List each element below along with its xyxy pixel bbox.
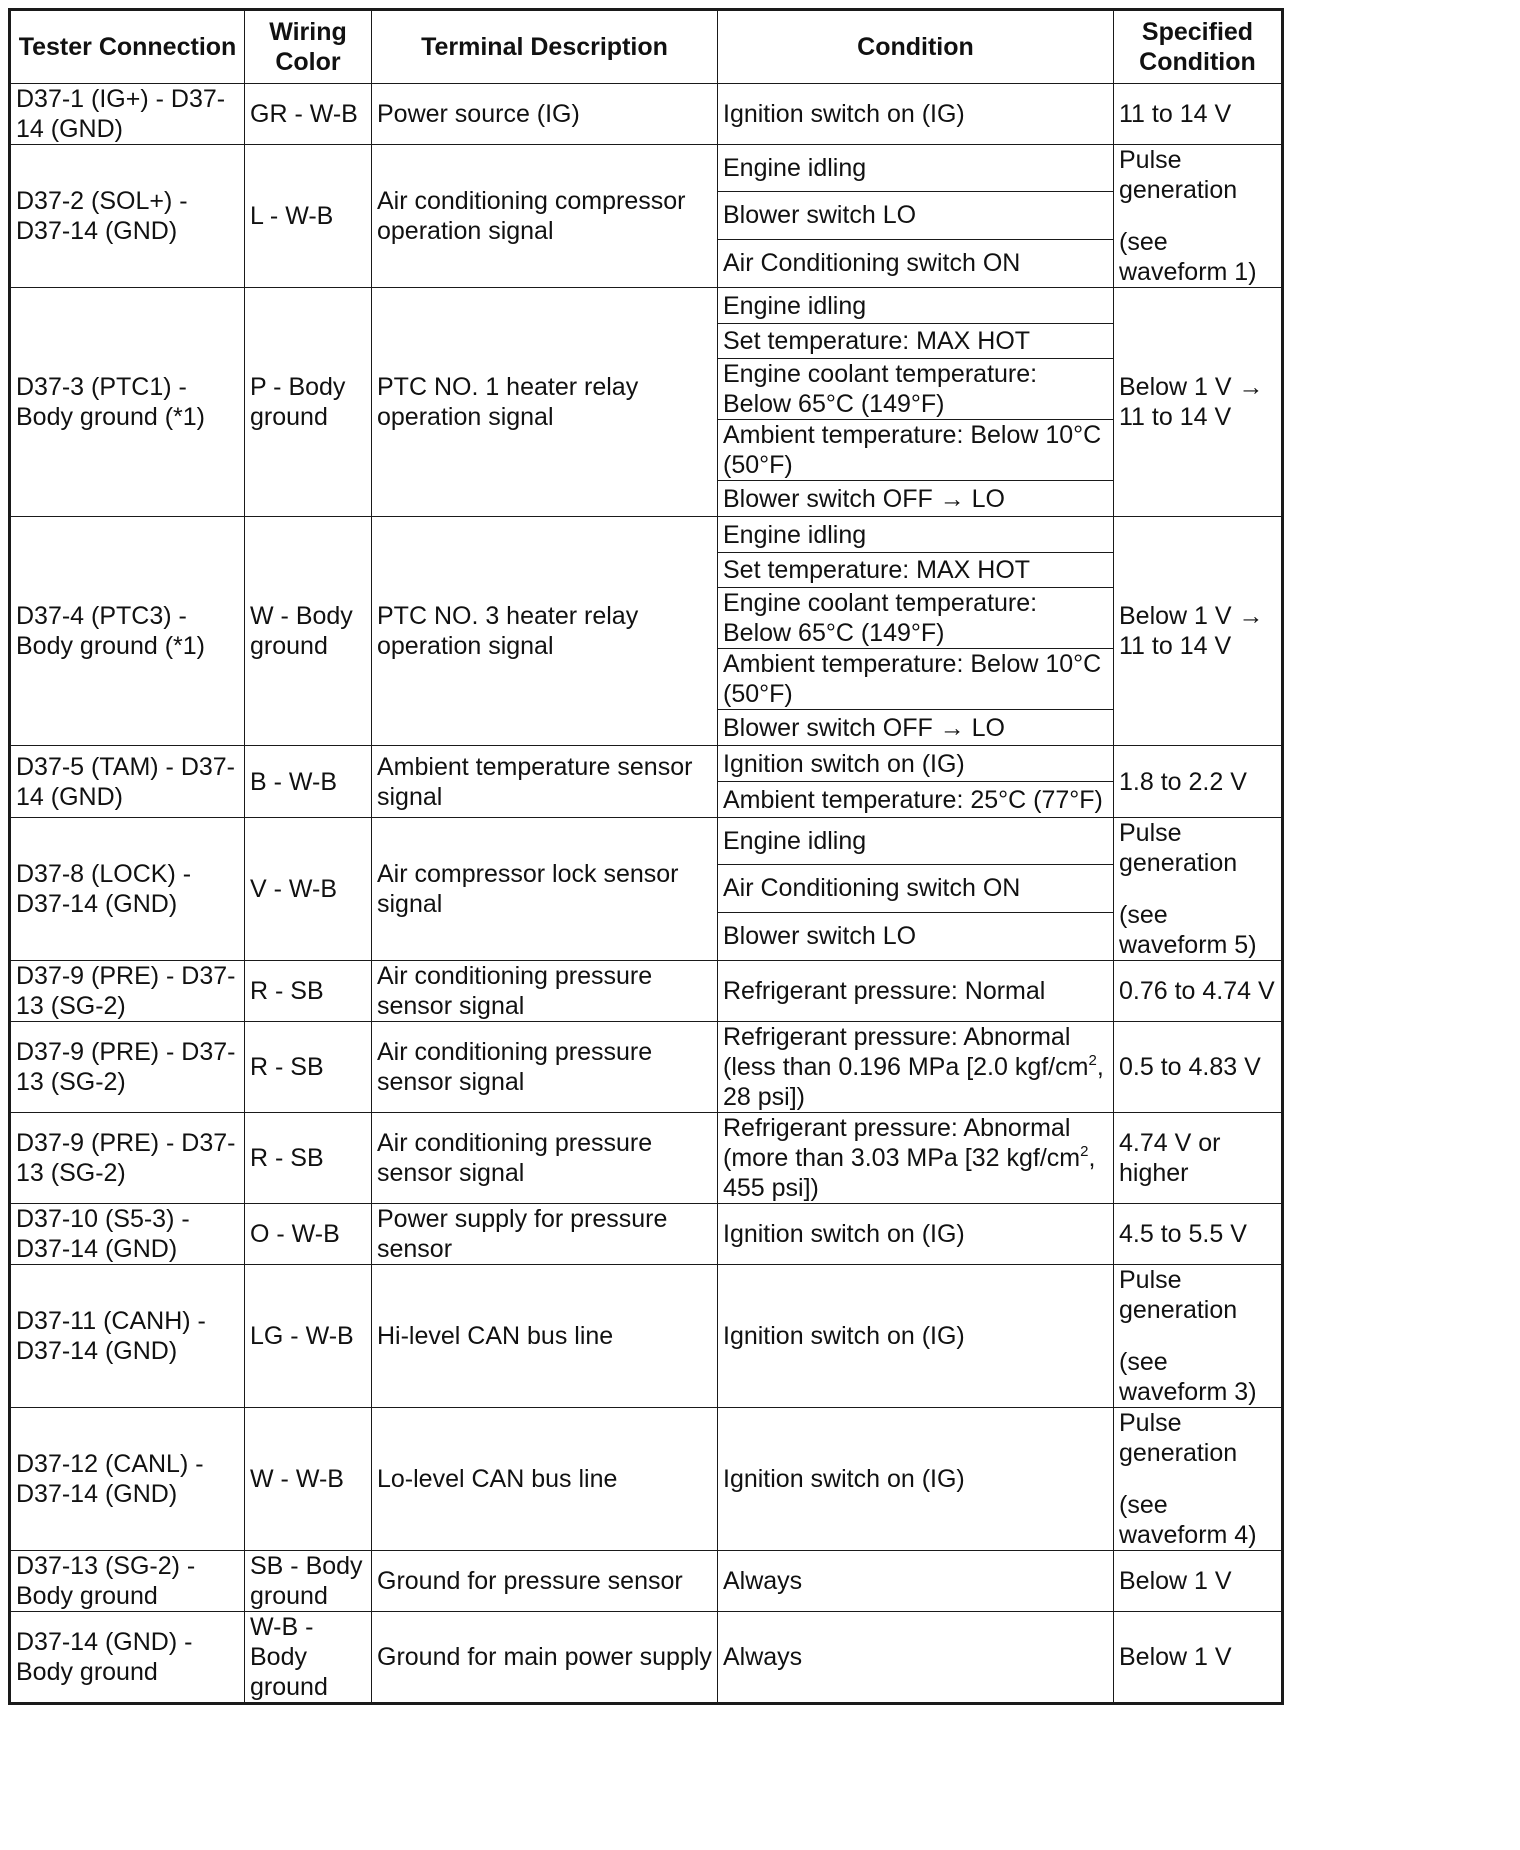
table-row <box>10 84 1283 145</box>
table-row <box>10 517 1283 553</box>
condition-cell: Engine coolant temperature: Below 65°C (149°F) <box>718 359 1114 420</box>
specified-condition-cell <box>1114 288 1283 517</box>
wiring-color-cell: LG - W-B <box>245 1265 372 1408</box>
condition-cell: Ignition switch on (IG) <box>718 1265 1114 1408</box>
specified-condition-line: Below 1 V → 11 to 14 V <box>1119 602 1264 660</box>
specified-condition-cell <box>1114 818 1283 961</box>
terminal-table-container <box>8 8 1284 1705</box>
specified-condition-cell <box>1114 961 1283 1022</box>
specified-condition-cell <box>1114 84 1283 145</box>
specified-condition-cell <box>1114 1113 1283 1204</box>
table-body <box>10 84 1283 1704</box>
spacer <box>1119 1325 1276 1347</box>
terminal-table <box>8 8 1284 1705</box>
specified-condition-cell <box>1114 1551 1283 1612</box>
table-row <box>10 1408 1283 1551</box>
terminal-description-cell: Air compressor lock sensor signal <box>372 818 718 961</box>
specified-condition-line: Pulse generation <box>1119 146 1238 204</box>
condition-cell: Refrigerant pressure: Normal <box>718 961 1114 1022</box>
wiring-color-cell: R - SB <box>245 1022 372 1113</box>
condition-cell: Blower switch LO <box>718 192 1114 239</box>
specified-condition-line: Below 1 V <box>1119 1567 1232 1595</box>
condition-cell: Ignition switch on (IG) <box>718 1408 1114 1551</box>
specified-condition-line: (see waveform 1) <box>1119 228 1257 286</box>
condition-cell: Ambient temperature: 25°C (77°F) <box>718 782 1114 818</box>
condition-cell: Blower switch OFF → LO <box>718 710 1114 746</box>
condition-cell: Blower switch LO <box>718 912 1114 960</box>
wiring-color-cell: O - W-B <box>245 1204 372 1265</box>
condition-cell: Set temperature: MAX HOT <box>718 553 1114 588</box>
specified-condition-line: 4.74 V or higher <box>1119 1129 1221 1187</box>
header-wiring-color: Wiring Color <box>245 10 372 84</box>
terminal-description-cell: Air conditioning pressure sensor signal <box>372 1022 718 1113</box>
specified-condition-line: 0.5 to 4.83 V <box>1119 1053 1261 1081</box>
condition-cell: Ambient temperature: Below 10°C (50°F) <box>718 649 1114 710</box>
specified-condition-line: 1.8 to 2.2 V <box>1119 767 1247 796</box>
condition-cell: Always <box>718 1551 1114 1612</box>
spacer <box>1119 878 1276 900</box>
table-row <box>10 1551 1283 1612</box>
specified-condition-line: 0.76 to 4.74 V <box>1119 977 1275 1005</box>
condition-cell: Refrigerant pressure: Abnormal (more than 3.03 MPa [32 kgf/$cm^2$, 455 psi]) <box>718 1113 1114 1204</box>
terminal-description-cell: Ambient temperature sensor signal <box>372 746 718 818</box>
specified-condition-cell <box>1114 1022 1283 1113</box>
table-row <box>10 961 1283 1022</box>
terminal-description-cell: Air conditioning pressure sensor signal <box>372 961 718 1022</box>
condition-cell: Air Conditioning switch ON <box>718 865 1114 912</box>
specified-condition-line: Pulse generation <box>1119 819 1238 877</box>
terminal-description-cell: Hi-level CAN bus line <box>372 1265 718 1408</box>
tester-connection-cell: D37-2 (SOL+) - D37-14 (GND) <box>10 145 245 288</box>
wiring-color-cell: SB - Body ground <box>245 1551 372 1612</box>
table-row <box>10 145 1283 192</box>
table-row <box>10 1265 1283 1408</box>
tester-connection-cell: D37-14 (GND) - Body ground <box>10 1612 245 1704</box>
condition-cell: Engine idling <box>718 818 1114 865</box>
specified-condition-line: 4.5 to 5.5 V <box>1119 1220 1247 1248</box>
specified-condition-line: Pulse generation <box>1119 1409 1238 1467</box>
specified-condition-cell <box>1114 1612 1283 1704</box>
header-condition: Condition <box>718 10 1114 84</box>
wiring-color-cell: W - Body ground <box>245 517 372 746</box>
spacer <box>1119 1468 1276 1490</box>
specified-condition-cell <box>1114 1204 1283 1265</box>
terminal-description-cell: Power source (IG) <box>372 84 718 145</box>
condition-cell: Ignition switch on (IG) <box>718 84 1114 145</box>
specified-condition-line: (see waveform 4) <box>1119 1491 1257 1549</box>
header-specified-condition: Specified Condition <box>1114 10 1283 84</box>
specified-condition-line: Pulse generation <box>1119 1266 1238 1324</box>
wiring-color-cell: W-B - Body ground <box>245 1612 372 1704</box>
header-terminal-description: Terminal Description <box>372 10 718 84</box>
wiring-color-cell: P - Body ground <box>245 288 372 517</box>
specified-condition-line: (see waveform 5) <box>1119 901 1257 959</box>
tester-connection-cell: D37-3 (PTC1) - Body ground (*1) <box>10 288 245 517</box>
specified-condition-line: 11 to 14 V <box>1119 100 1232 128</box>
tester-connection-cell: D37-1 (IG+) - D37-14 (GND) <box>10 84 245 145</box>
wiring-color-cell: GR - W-B <box>245 84 372 145</box>
wiring-color-cell: V - W-B <box>245 818 372 961</box>
table-row <box>10 746 1283 782</box>
tester-connection-cell: D37-11 (CANH) - D37-14 (GND) <box>10 1265 245 1408</box>
tester-connection-cell: D37-9 (PRE) - D37-13 (SG-2) <box>10 1113 245 1204</box>
wiring-color-cell: R - SB <box>245 1113 372 1204</box>
table-row <box>10 1022 1283 1113</box>
terminal-description-cell: Ground for main power supply <box>372 1612 718 1704</box>
condition-cell: Ignition switch on (IG) <box>718 746 1114 782</box>
condition-cell: Set temperature: MAX HOT <box>718 324 1114 359</box>
tester-connection-cell: D37-5 (TAM) - D37-14 (GND) <box>10 746 245 818</box>
header-row <box>10 10 1283 84</box>
specified-condition-cell <box>1114 746 1283 818</box>
terminal-description-cell: Air conditioning pressure sensor signal <box>372 1113 718 1204</box>
specified-condition-cell <box>1114 1408 1283 1551</box>
specified-condition-line: (see waveform 3) <box>1119 1348 1257 1406</box>
specified-condition-cell <box>1114 145 1283 288</box>
condition-cell: Engine idling <box>718 288 1114 324</box>
condition-cell: Air Conditioning switch ON <box>718 239 1114 287</box>
wiring-color-cell: R - SB <box>245 961 372 1022</box>
specified-condition-line: Below 1 V → 11 to 14 V <box>1119 373 1264 431</box>
tester-connection-cell: D37-8 (LOCK) - D37-14 (GND) <box>10 818 245 961</box>
header-tester-connection: Tester Connection <box>10 10 245 84</box>
condition-cell: Always <box>718 1612 1114 1704</box>
superscript: 2 <box>1088 1052 1097 1069</box>
terminal-description-cell: PTC NO. 1 heater relay operation signal <box>372 288 718 517</box>
table-row <box>10 1612 1283 1704</box>
tester-connection-cell: D37-4 (PTC3) - Body ground (*1) <box>10 517 245 746</box>
terminal-description-cell: Air conditioning compressor operation signal <box>372 145 718 288</box>
table-row <box>10 1113 1283 1204</box>
condition-cell: Engine coolant temperature: Below 65°C (149°F) <box>718 588 1114 649</box>
tester-connection-cell: D37-9 (PRE) - D37-13 (SG-2) <box>10 961 245 1022</box>
specified-condition-line: Below 1 V <box>1119 1643 1232 1671</box>
tester-connection-cell: D37-9 (PRE) - D37-13 (SG-2) <box>10 1022 245 1113</box>
tester-connection-cell: D37-13 (SG-2) - Body ground <box>10 1551 245 1612</box>
superscript: 2 <box>1080 1143 1089 1160</box>
condition-cell: Refrigerant pressure: Abnormal (less than 0.196 MPa [2.0 kgf/$cm^2$, 28 psi]) <box>718 1022 1114 1113</box>
spacer <box>1119 205 1276 227</box>
condition-cell: Blower switch OFF → LO <box>718 481 1114 517</box>
wiring-color-cell: B - W-B <box>245 746 372 818</box>
specified-condition-cell <box>1114 517 1283 746</box>
condition-cell: Engine idling <box>718 517 1114 553</box>
terminal-description-cell: PTC NO. 3 heater relay operation signal <box>372 517 718 746</box>
table-row <box>10 818 1283 865</box>
table-row <box>10 288 1283 324</box>
table-row <box>10 1204 1283 1265</box>
specified-condition-cell <box>1114 1265 1283 1408</box>
wiring-color-cell: L - W-B <box>245 145 372 288</box>
tester-connection-cell: D37-12 (CANL) - D37-14 (GND) <box>10 1408 245 1551</box>
condition-cell: Ignition switch on (IG) <box>718 1204 1114 1265</box>
tester-connection-cell: D37-10 (S5-3) - D37-14 (GND) <box>10 1204 245 1265</box>
condition-cell: Ambient temperature: Below 10°C (50°F) <box>718 420 1114 481</box>
wiring-color-cell: W - W-B <box>245 1408 372 1551</box>
terminal-description-cell: Ground for pressure sensor <box>372 1551 718 1612</box>
condition-cell: Engine idling <box>718 145 1114 192</box>
terminal-description-cell: Power supply for pressure sensor <box>372 1204 718 1265</box>
terminal-description-cell: Lo-level CAN bus line <box>372 1408 718 1551</box>
